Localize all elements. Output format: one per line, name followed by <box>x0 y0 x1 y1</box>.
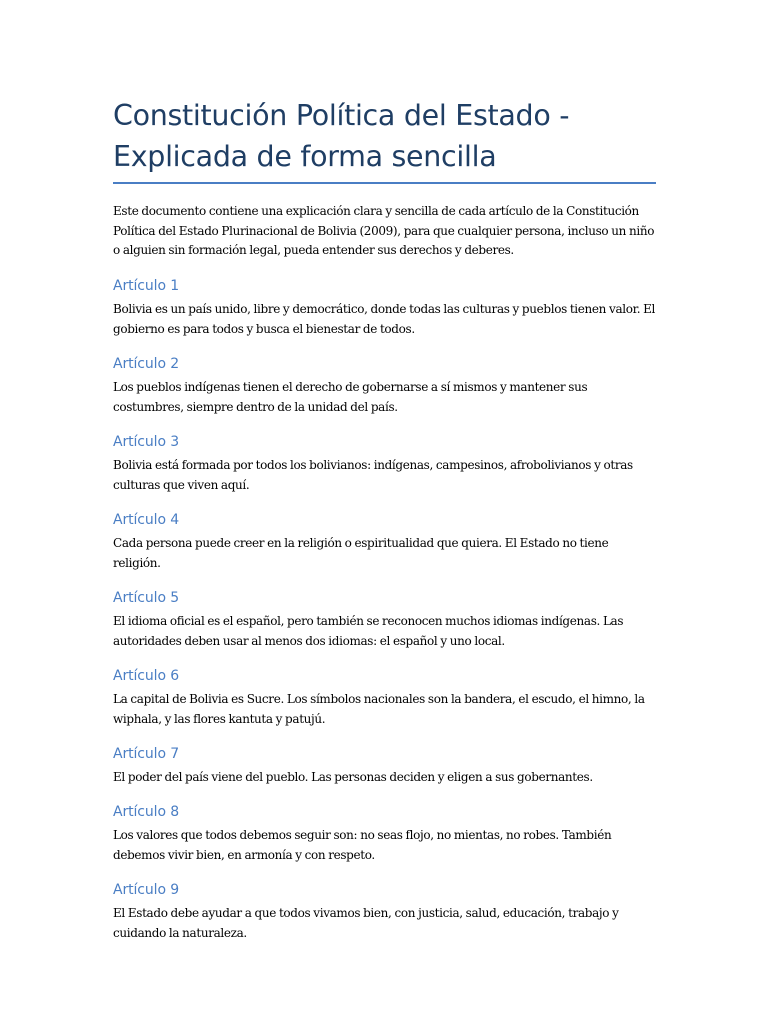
article-text: Los valores que todos debemos seguir son: no seas flojo, no mientas, no robes. También debemos vivir bien, en armonía y con respeto. <box>113 827 612 862</box>
document-title-line-2: Explicada de forma sencilla <box>113 140 497 173</box>
article-section-7 <box>113 745 656 787</box>
article-text: El Estado debe ayudar a que todos vivamos bien, con justicia, salud, educación, trabajo y cuidando la naturaleza. <box>113 905 619 940</box>
article-heading: Artículo 9 <box>113 881 180 898</box>
article-section-9 <box>113 881 656 943</box>
document-page <box>113 95 656 943</box>
article-section-5 <box>113 589 656 651</box>
article-text: El poder del país viene del pueblo. Las personas deciden y eligen a sus gobernantes. <box>113 769 593 784</box>
article-text: El idioma oficial es el español, pero también se reconocen muchos idiomas indígenas. Las autoridades deben usar al menos dos idiomas: el español y uno local. <box>113 613 624 648</box>
article-heading: Artículo 7 <box>113 745 180 762</box>
article-section-1 <box>113 277 656 339</box>
document-title <box>113 95 656 177</box>
article-section-8 <box>113 803 656 865</box>
article-section-2 <box>113 355 656 417</box>
document-title-line-1: Constitución Política del Estado - <box>113 99 570 132</box>
article-section-6 <box>113 667 656 729</box>
article-text: Cada persona puede creer en la religión o espiritualidad que quiera. El Estado no tiene religión. <box>113 535 609 570</box>
article-section-3 <box>113 433 656 495</box>
article-heading: Artículo 8 <box>113 803 180 820</box>
article-text: Bolivia está formada por todos los bolivianos: indígenas, campesinos, afrobolivianos y otras culturas que viven aquí. <box>113 457 633 492</box>
intro-paragraph: Este documento contiene una explicación clara y sencilla de cada artículo de la Constitución Política del Estado Plurinacional de Bolivia (2009), para que cualquier persona, incluso un niño o alguien sin formación legal, pueda entender sus derechos y deberes. <box>113 204 655 257</box>
article-text: Bolivia es un país unido, libre y democrático, donde todas las culturas y pueblos tienen valor. El gobierno es para todos y busca el bienestar de todos. <box>113 301 656 336</box>
article-heading: Artículo 4 <box>113 511 180 528</box>
article-text: La capital de Bolivia es Sucre. Los símbolos nacionales son la bandera, el escudo, el himno, la wiphala, y las flores kantuta y patujú. <box>113 691 645 726</box>
article-heading: Artículo 1 <box>113 277 180 294</box>
article-heading: Artículo 5 <box>113 589 180 606</box>
article-text: Los pueblos indígenas tienen el derecho de gobernarse a sí mismos y mantener sus costumbres, siempre dentro de la unidad del país. <box>113 379 588 414</box>
article-heading: Artículo 3 <box>113 433 180 450</box>
article-section-4 <box>113 511 656 573</box>
article-heading: Artículo 2 <box>113 355 180 372</box>
title-underline <box>113 182 656 184</box>
article-heading: Artículo 6 <box>113 667 180 684</box>
